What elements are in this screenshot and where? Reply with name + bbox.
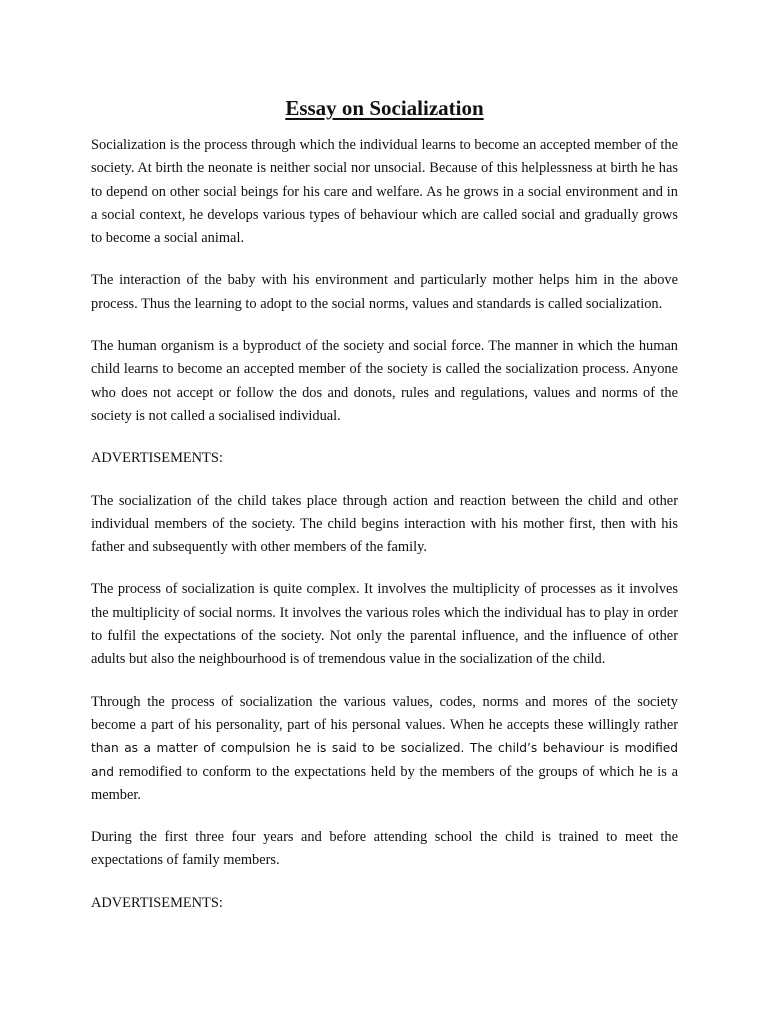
paragraph-3: The human organism is a byproduct of the society and social force. The manner in which the human child learns to become an accepted member of the society is called the socialization process. Anyone who does not accept or follow the dos and donots, rules and regulations, values and norms of the society is not called a socialised individual. [91,338,678,424]
paragraph-1: Socialization is the process through which the individual learns to become an accepted member of the society. At birth the neonate is neither social nor unsocial. Because of this helplessness at birth he has to depend on other social beings for his care and welfare. As he grows in a social environment and in a social context, he develops various types of behaviour which are called social and gradually grows to become a social animal. [91,137,678,247]
paragraph-4: The socialization of the child takes place through action and reaction between the child and other individual members of the society. The child begins interaction with his mother first, then with his father and subsequently with other members of the family. [91,492,678,556]
paragraph-6-part-2: than as a matter of compulsion he is said to be socialized. The child’s behaviour is modified and [91,741,678,779]
paragraph-2: The interaction of the baby with his environment and particularly mother helps him in the above process. Thus the learning to adopt to the social norms, values and standards is called socialization. [91,272,678,312]
document-page [91,94,678,934]
advertisement-label-1: ADVERTISEMENTS: [91,450,223,467]
paragraph-6 [91,691,678,807]
paragraph-6-part-1: Through the process of socialization the various values, codes, norms and mores of the society become a part of his personality, part of his personal values. When he accepts these willingly rather [91,693,678,733]
paragraph-6-part-3: remodified to conform to the expectations held by the members of the groups of which he is a member. [91,763,678,803]
paragraph-5: The process of socialization is quite complex. It involves the multiplicity of processes as it involves the multiplicity of social norms. It involves the various roles which the individual has to play in order to fulfil the expectations of the society. Not only the parental influence, and the influence of other adults but also the neighbourhood is of tremendous value in the socialization of the child. [91,581,678,668]
paragraph-7: During the first three four years and before attending school the child is trained to meet the expectations of family members. [91,829,678,869]
document-title: Essay on Socialization [285,96,484,120]
advertisement-label-2: ADVERTISEMENTS: [91,894,223,911]
